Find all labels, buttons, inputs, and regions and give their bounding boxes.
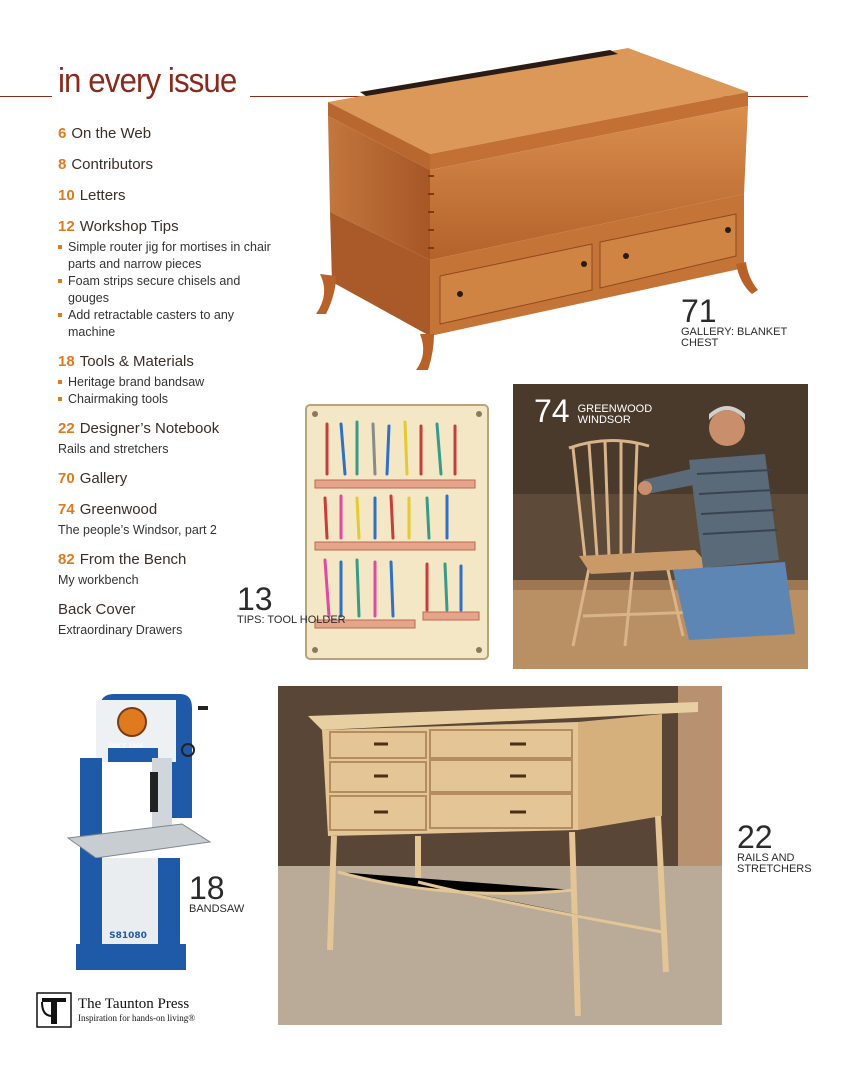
toc-title: Workshop Tips	[79, 218, 179, 235]
toc-page-number: 70	[58, 470, 75, 487]
taunton-press-logo	[36, 992, 195, 1028]
toc-bullet: Add retractable casters to any machine	[58, 307, 273, 341]
callout-caption: BANDSAW	[189, 903, 245, 915]
toc-title: On the Web	[71, 125, 152, 142]
toc-bullet: Chairmaking tools	[58, 391, 273, 408]
toc-page-number: 74	[58, 501, 75, 518]
callout-rails-stretchers	[737, 821, 847, 875]
callout-caption: TIPS: TOOL HOLDER	[237, 614, 346, 626]
toc-title: Gallery	[79, 470, 128, 487]
toc-page-number: 82	[58, 551, 75, 568]
bandsaw-photo[interactable]	[62, 688, 222, 984]
callout-number: 13	[237, 581, 273, 617]
callout-tips-tool-holder	[237, 583, 347, 626]
toc-title: Tools & Materials	[79, 353, 194, 370]
toc-bullet-list	[58, 374, 273, 408]
toc-item-letters[interactable]	[58, 186, 273, 206]
toc-title: Greenwood	[79, 501, 158, 518]
callout-greenwood-windsor	[534, 395, 668, 427]
toc-subtitle: Rails and stretchers	[58, 442, 169, 456]
toc-item-greenwood[interactable]	[58, 500, 273, 539]
publisher-tagline: Inspiration for hands-on living®	[78, 1013, 196, 1023]
sideboard-photo[interactable]	[278, 686, 722, 1025]
toc-page-number: 10	[58, 187, 75, 204]
toc-title: Letters	[79, 187, 126, 204]
toc-subtitle: Extraordinary Drawers	[58, 623, 183, 637]
page-heading: in every issue	[58, 62, 237, 100]
toc-subtitle: The people’s Windsor, part 2	[58, 523, 217, 537]
toc-bullet: Heritage brand bandsaw	[58, 374, 273, 391]
toc-page-number: 18	[58, 353, 75, 370]
toc-item-designers-notebook[interactable]	[58, 419, 273, 458]
callout-number: 74	[534, 393, 570, 429]
toc-item-tools-materials[interactable]	[58, 352, 273, 408]
toc-item-gallery[interactable]	[58, 469, 273, 489]
callout-number: 22	[737, 819, 773, 855]
bandsaw-brand-label: SINCE 1966	[108, 743, 144, 750]
callout-caption: GREENWOOD WINDSOR	[577, 403, 653, 426]
toc-page-number: 12	[58, 218, 75, 235]
table-of-contents	[58, 124, 273, 650]
toc-page-number: 6	[58, 125, 67, 142]
toc-item-workshop-tips[interactable]	[58, 217, 273, 341]
toc-item-contributors[interactable]	[58, 155, 273, 175]
toc-bullet: Simple router jig for mortises in chair parts and narrow pieces	[58, 239, 273, 273]
toc-page-number: 8	[58, 156, 67, 173]
callout-number: 71	[681, 293, 717, 329]
publisher-name: The Taunton Press	[78, 996, 190, 1012]
toc-title: Contributors	[71, 156, 154, 173]
callout-number: 18	[189, 870, 225, 906]
callout-caption: GALLERY: BLANKET CHEST	[681, 326, 787, 349]
toc-bullet-list	[58, 239, 273, 341]
bandsaw-model-label: S81080	[109, 931, 147, 941]
bandsaw-illustration	[62, 688, 222, 984]
heading-rule-left	[0, 96, 52, 97]
callout-caption: RAILS AND STRETCHERS	[737, 852, 812, 875]
toc-subtitle: My workbench	[58, 573, 139, 587]
toc-bullet: Foam strips secure chisels and gouges	[58, 273, 273, 307]
toc-title: From the Bench	[79, 551, 187, 568]
toc-item-on-the-web[interactable]	[58, 124, 273, 144]
toc-page-number: 22	[58, 420, 75, 437]
sideboard-illustration	[278, 686, 722, 1025]
toc-title: Designer’s Notebook	[79, 420, 220, 437]
callout-gallery-chest	[681, 295, 791, 349]
taunton-press-mark-icon	[36, 992, 72, 1028]
toc-title: Back Cover	[58, 601, 136, 618]
